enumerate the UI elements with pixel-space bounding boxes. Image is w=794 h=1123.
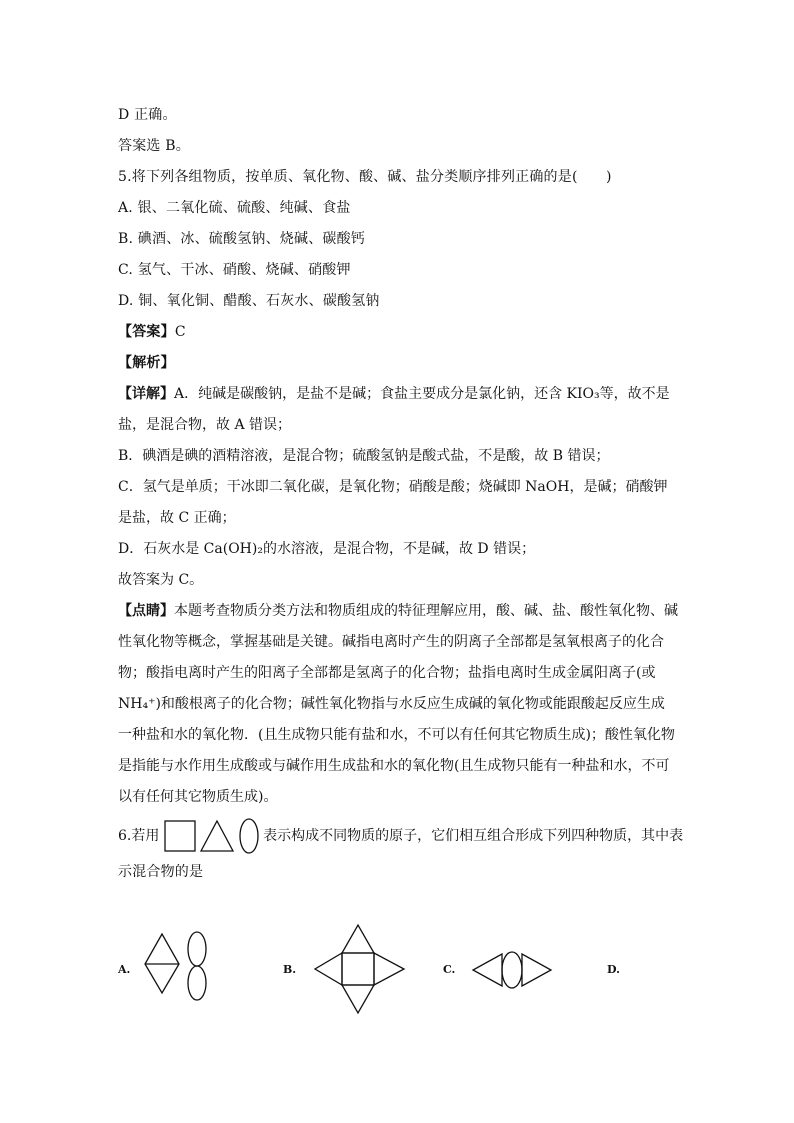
answer-tag: 【答案】 bbox=[118, 324, 175, 340]
question-5-option-c: C. 氢气、干冰、硝酸、烧碱、硝酸钾 bbox=[118, 262, 351, 278]
triangle-bottom bbox=[342, 985, 374, 1013]
figure-option-b bbox=[312, 922, 408, 1016]
question-6-suffix: 表示构成不同物质的原子，它们相互组合形成下列四种物质，其中表 bbox=[263, 828, 684, 844]
answer-line bbox=[118, 322, 680, 342]
comment-tag: 【点睛】 bbox=[118, 603, 174, 619]
question-5-stem: 5.将下列各组物质，按单质、氧化物、酸、碱、盐分类顺序排列正确的是( ) bbox=[118, 169, 612, 185]
square-atom-icon bbox=[164, 820, 196, 852]
answer-value: C bbox=[174, 324, 186, 340]
triangle-left bbox=[315, 953, 342, 985]
triangle-top bbox=[342, 925, 374, 953]
conclusion-line: 故答案为 C。 bbox=[118, 572, 204, 588]
square-center bbox=[342, 953, 374, 985]
text-line-d-correct: D 正确。 bbox=[118, 107, 177, 123]
ellipse-atom-bottom bbox=[188, 966, 206, 1000]
question-5-option-a: A. 银、二氧化硫、硫酸、纯碱、食盐 bbox=[118, 200, 351, 216]
figure-option-c-label: C. bbox=[443, 963, 456, 976]
question-5-option-d: D. 铜、氧化铜、醋酸、石灰水、碳酸氢钠 bbox=[118, 293, 380, 309]
comment-paragraph: 【点睛】本题考查物质分类方法和物质组成的特征理解应用，酸、碱、盐、酸性氧化物、碱性氧化物等概念，掌握基础是关键。碱指电离时产生的阴离子全部都是氢氧根离子的化合物；酸指电离时产生的阳离子全部都是氢离子的化合物；盐指电离时生成金属阳离子(或 NH₄⁺)和酸根离子的化合物；碱性氧化物指与水反应生成碱的氧化物或能跟酸起反应生成一种盐和水的氧化物．(且生成物只能有盐和水，不可以有任何其它物质生成)；酸性氧化物是指能与水作用生成酸或与碱作用生成盐和水的氧化物(且生成物只能有一种盐和水，不可以有任何其它物质生成)。 bbox=[118, 603, 678, 805]
ellipse-atom-center bbox=[502, 952, 522, 988]
figure-option-a bbox=[143, 930, 213, 1002]
figure-option-a-label: A. bbox=[118, 963, 131, 976]
question-6-prefix: 6.若用 bbox=[118, 828, 160, 844]
question-5-option-b: B. 碘酒、冰、硫酸氢钠、烧碱、碳酸钙 bbox=[118, 231, 365, 247]
analysis-tag: 【解析】 bbox=[118, 355, 175, 371]
detail-paragraph-a: 【详解】A．纯碱是碳酸钠，是盐不是碱；食盐主要成分是氯化钠，还含 KIO₃等，故不是盐，是混合物，故 A 错误； bbox=[118, 386, 670, 433]
detail-tag: 【详解】 bbox=[118, 386, 174, 402]
triangle-left bbox=[473, 954, 502, 986]
question-6-line-2: 示混合物的是 bbox=[118, 864, 204, 880]
figure-option-d-label: D. bbox=[607, 963, 620, 976]
triangle-right bbox=[374, 953, 404, 985]
figure-option-b-label: B. bbox=[283, 963, 297, 976]
question-6-stem bbox=[118, 818, 683, 854]
text-line-answer-b: 答案选 B。 bbox=[118, 138, 190, 154]
ellipse-atom-top bbox=[188, 932, 206, 966]
triangle-atom-icon bbox=[200, 820, 234, 852]
figure-option-c bbox=[470, 950, 554, 990]
ellipse-atom-icon bbox=[239, 818, 259, 854]
detail-paragraph-c: C．氢气是单质；干冰即二氧化碳，是氧化物；硝酸是酸；烧碱即 NaOH，是碱；硝酸钾是盐，故 C 正确； bbox=[118, 479, 668, 526]
triangle-right bbox=[522, 954, 551, 986]
detail-paragraph-b: B．碘酒是碘的酒精溶液，是混合物；硫酸氢钠是酸式盐，不是酸，故 B 错误； bbox=[118, 448, 610, 464]
detail-paragraph-d: D．石灰水是 Ca(OH)₂的水溶液，是混合物，不是碱，故 D 错误； bbox=[118, 541, 536, 557]
